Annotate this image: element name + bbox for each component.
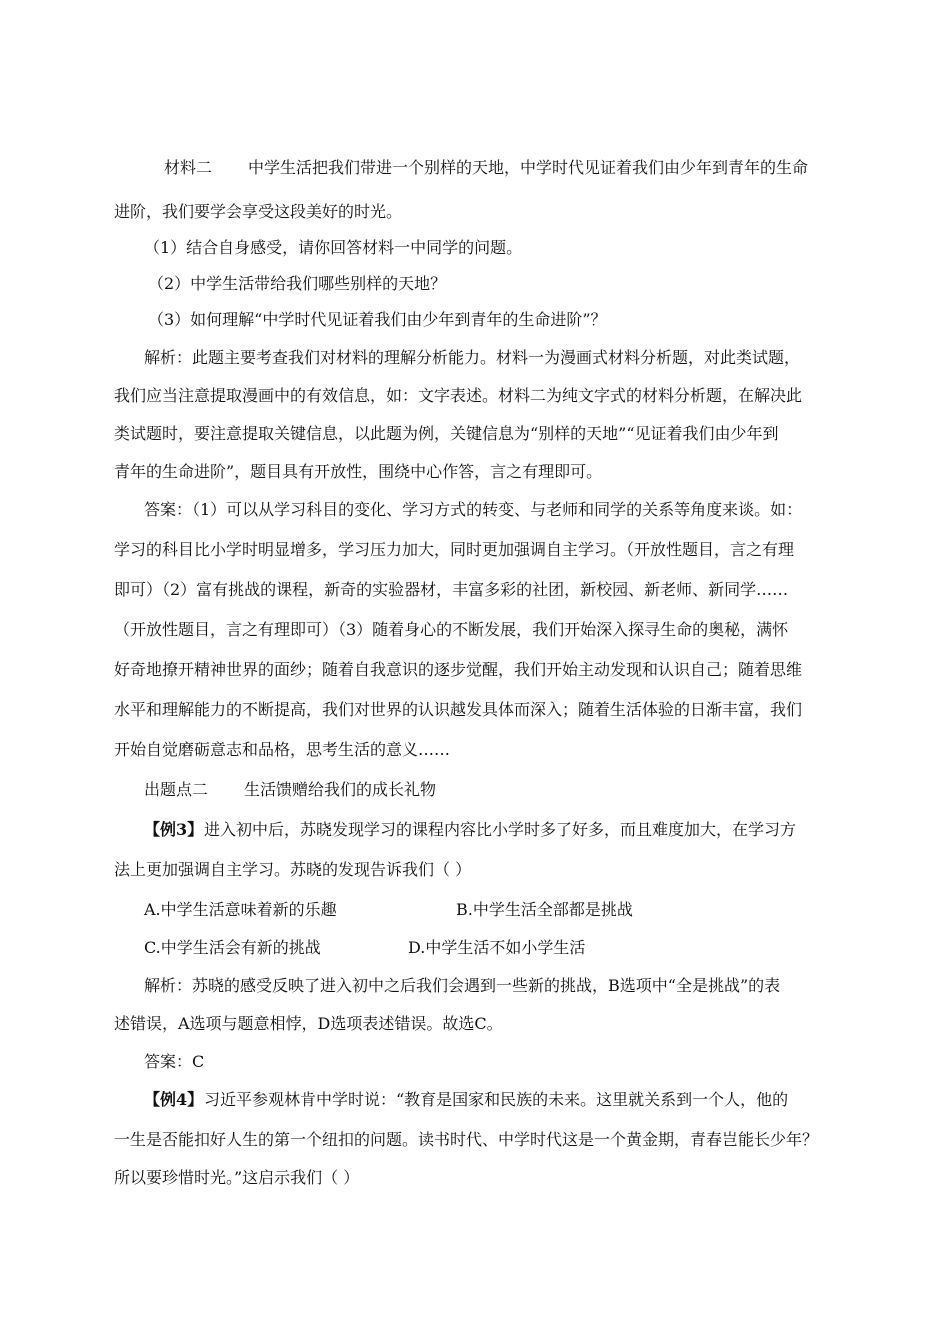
- section2-title: 生活馈赠给我们的成长礼物: [244, 780, 437, 799]
- option-d: D.中学生活不如小学生活: [408, 938, 586, 957]
- option-b: B.中学生活全部都是挑战: [456, 900, 633, 919]
- section2-label: 出题点二: [144, 780, 209, 799]
- document-page: 材料二 中学生活把我们带进一个别样的天地，中学时代见证着我们由少年到青年的生命 进阶，我们要学会享受这段美好的时光。 （1）结合自身感受，请你回答材料一中同学的问题。 （2）中学生活带给我们哪些别样的天地？ （3）如何理解“中学时代见证着我们由少年到青年的生命进阶”？ 解析：此题主要考查我们对材料的理解分析能力。材料一为漫画式材料分析题，对此类试题， 我们应当注意提取漫画中的有效信息，如：文字表述。材料二为纯文字式的材料分析题，在解决此 类试题时，要注意提取关键信息，以此题为例，关键信息为“别样的天地”“见证着我们由少年到 青年的生命进阶”，题目具有开放性，围绕中心作答，言之有理即可。 答案：（1）可以从学习科目的变化、学习方式的转变、与老师和同学的关系等角度来谈。如： 学习的科目比小学时明显增多，学习压力加大，同时更加强调自主学习。（开放性题目，言之有理 即可）（2）富有挑战的课程，新奇的实验器材，丰富多彩的社团，新校园、新老师、新同学…… （开放性题目，言之有理即可）（3）随着身心的不断发展，我们开始深入探寻生命的奥秘，满怀 好奇地撩开精神世界的面纱；随着自我意识的逐步觉醒，我们开始主动发现和认识自己；随着思维 水平和理解能力的不断提高，我们对世界的认识越发具体而深入；随着生活体验的日渐丰富，我们 开始自觉磨砺意志和品格，思考生活的意义…… 出题点二 生活馈赠给我们的成长礼物 【例3】 进入初中后，苏晓发现学习的课程内容比小学时多了好多，而且难度加大，在学习方 法上更加强调自主学习。苏晓的发现告诉我们（ ） A.中学生活意味着新的乐趣 B.中学生活全部都是挑战 C.中学生活会有新的挑战 D.中学生活不如小学生活 解析：苏晓的感受反映了进入初中之后我们会遇到一些新的挑战，B选项中“全是挑战”的表 述错误，A选项与题意相悖，D选项表述错误。故选C。 答案：C 【例4】 习近平参观林肯中学时说：“教育是国家和民族的未来。这里就关系到一个人，他的 一生是否能扣好人生的第一个纽扣的问题。读书时代、中学时代这是一个黄金期，青春岂能长少年？ 所以要珍惜时光。”这启示我们（ ）: [114, 158, 819, 1187]
- material2-text: 中学生活把我们带进一个别样的天地，中学时代见证着我们由少年到青年的生命: [248, 158, 809, 177]
- option-a: A.中学生活意味着新的乐趣: [144, 900, 337, 919]
- material2-label: 材料二: [164, 158, 213, 177]
- example4-tag: 【例4】: [144, 1090, 204, 1109]
- option-c: C.中学生活会有新的挑战: [144, 938, 321, 957]
- example3-tag: 【例3】: [144, 820, 204, 839]
